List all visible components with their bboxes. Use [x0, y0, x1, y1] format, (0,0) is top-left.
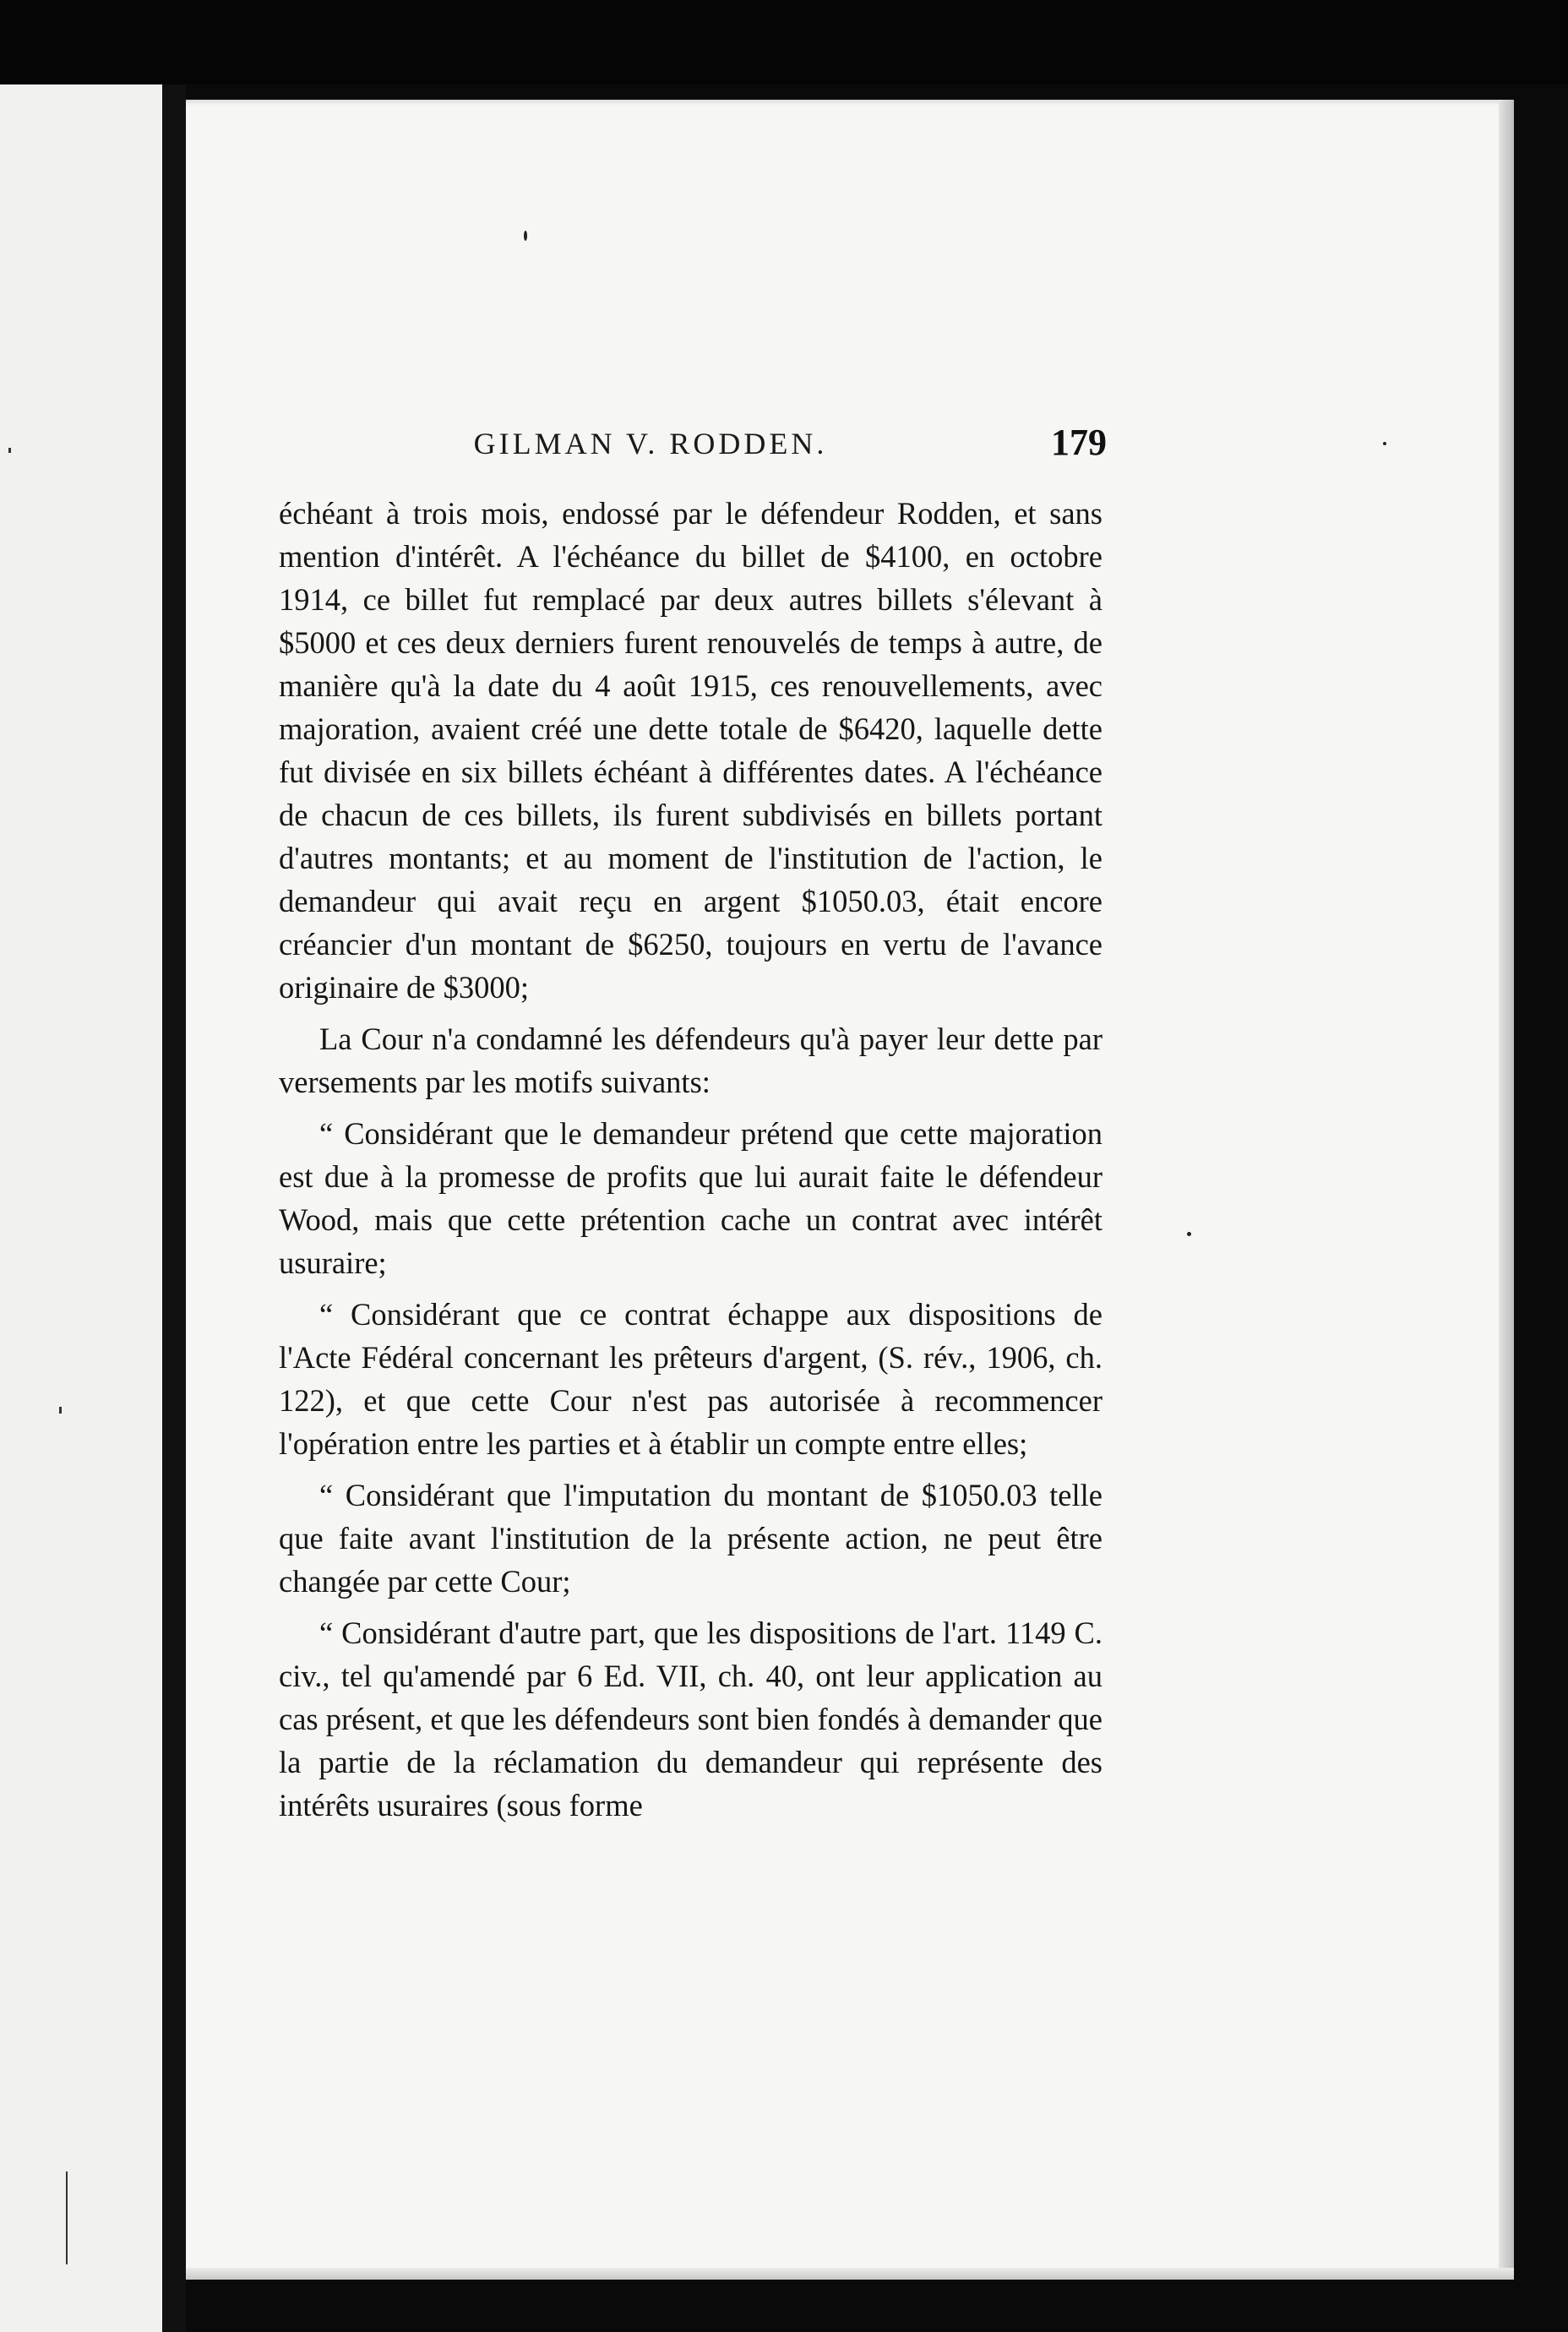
- book-gutter: [162, 84, 186, 2332]
- page-header: [287, 422, 1107, 477]
- scan-speck: [1383, 442, 1386, 445]
- paragraph: “ Considérant que le demandeur prétend que cette majoration est due à la promesse de profits que lui aurait faite le défendeur Wood, mais que cette prétention cache un contrat avec intérêt usuraire;: [279, 1116, 1102, 1280]
- paragraph: La Cour n'a condamné les défendeurs qu'à payer leur dette par versements par les motifs suivants:: [279, 1022, 1102, 1099]
- scan-speck: [524, 231, 527, 241]
- paragraph: “ Considérant d'autre part, que les dispositions de l'art. 1149 C. civ., tel qu'amendé par 6 Ed. VII, ch. 40, ont leur application au cas présent, et que les défendeurs sont bien fondés à demander que la partie de la réclamation du demandeur qui représente des intérêts usuraires (sous forme: [279, 1616, 1103, 1823]
- scan-speck: [8, 448, 11, 453]
- page-right-edge: [1499, 100, 1514, 2280]
- paragraph: échéant à trois mois, endossé par le défendeur Rodden, et sans mention d'intérêt. A l'échéance du billet de $4100, en octobre 1914, ce billet fut remplacé par deux autres billets s'élevant à $5000 et ces deux derniers furent renouvelés de temps à autre, de manière qu'à la date du 4 août 1915, ces renouvellements, avec majoration, avaient créé une dette totale de $6420, laquelle dette fut divisée en six billets échéant à différentes dates. A l'échéance de chacun de ces billets, ils furent subdivisés en billets portant d'autres montants; et au moment de l'institution de l'action, le demandeur qui avait reçu en argent $1050.03, était encore créancier d'un montant de $6250, toujours en vertu de l'avance originaire de $3000;: [279, 496, 1102, 1005]
- scan-speck: [59, 1407, 62, 1414]
- scan-speck: [1187, 1232, 1191, 1236]
- paragraph: “ Considérant que ce contrat échappe aux dispositions de l'Acte Fédéral concernant les prêteurs d'argent, (S. rév., 1906, ch. 122), et que cette Cour n'est pas autorisée à recommencer l'opération entre les parties et à établir un compte entre elles;: [279, 1297, 1102, 1461]
- running-head: GILMAN V. RODDEN.: [473, 427, 828, 460]
- facing-page-edge: [0, 84, 164, 2332]
- scan-line: [66, 2171, 68, 2264]
- body-text: [279, 492, 1102, 1827]
- page-number: 179: [1051, 422, 1107, 463]
- scan-top-border: [0, 0, 1568, 84]
- paragraph: “ Considérant que l'imputation du montant de $1050.03 telle que faite avant l'institution de la présente action, ne peut être changée par cette Cour;: [279, 1478, 1102, 1599]
- page-bottom-edge: [186, 2268, 1514, 2280]
